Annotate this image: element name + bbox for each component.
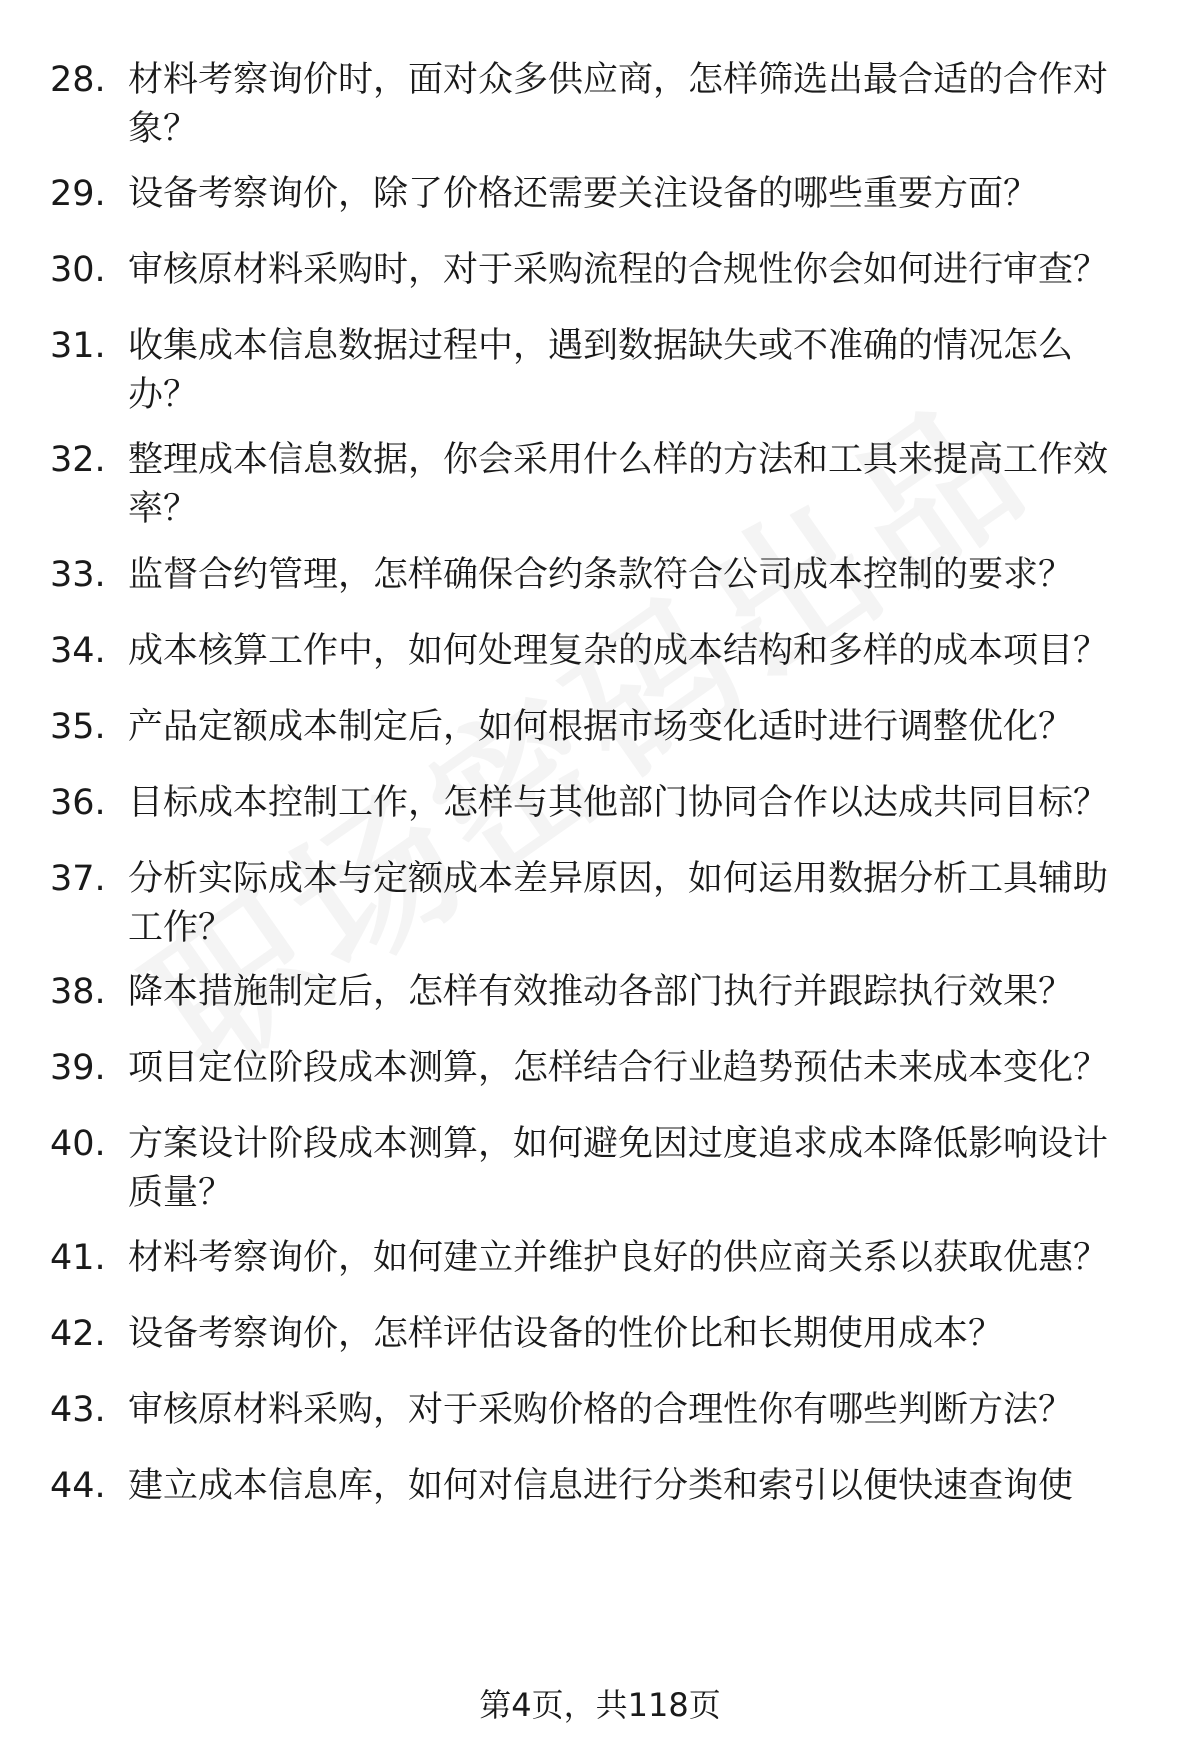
question-number: 43.	[50, 1390, 106, 1430]
question-item	[50, 1234, 1160, 1283]
question-text: 监督合约管理，怎样确保合约条款符合公司成本控制的要求？	[128, 555, 1074, 595]
question-text: 建立成本信息库，如何对信息进行分类和索引以便快速查询使	[128, 1466, 1074, 1506]
question-text: 成本核算工作中，如何处理复杂的成本结构和多样的成本项目？	[128, 631, 1109, 671]
question-text: 审核原材料采购时，对于采购流程的合规性你会如何进行审查？	[128, 250, 1109, 290]
page-footer: 第4页，共118页	[479, 1686, 721, 1724]
question-number: 28.	[50, 60, 106, 100]
question-number: 32.	[50, 440, 106, 480]
question-item	[50, 968, 1160, 1017]
question-item	[50, 1386, 1160, 1435]
question-item	[50, 779, 1160, 828]
question-item	[50, 436, 1160, 534]
question-text: 降本措施制定后，怎样有效推动各部门执行并跟踪执行效果？	[128, 972, 1074, 1012]
question-text: 材料考察询价，如何建立并维护良好的供应商关系以获取优惠？	[128, 1238, 1109, 1278]
question-text: 材料考察询价时，面对众多供应商，怎样筛选出最合适的合作对 象？	[128, 60, 1109, 149]
question-number: 35.	[50, 707, 106, 747]
question-text: 方案设计阶段成本测算，如何避免因过度追求成本降低影响设计 质量？	[128, 1124, 1109, 1213]
question-text: 收集成本信息数据过程中，遇到数据缺失或不准确的情况怎么 办？	[128, 326, 1074, 415]
question-item	[50, 703, 1160, 752]
question-number: 42.	[50, 1314, 106, 1354]
question-number: 37.	[50, 859, 106, 899]
question-item	[50, 855, 1160, 953]
question-text: 整理成本信息数据，你会采用什么样的方法和工具来提高工作效 率？	[128, 440, 1109, 529]
question-item	[50, 627, 1160, 676]
question-item	[50, 1044, 1160, 1093]
question-number: 36.	[50, 783, 106, 823]
question-number: 34.	[50, 631, 106, 671]
question-text: 目标成本控制工作，怎样与其他部门协同合作以达成共同目标？	[128, 783, 1109, 823]
question-text: 分析实际成本与定额成本差异原因，如何运用数据分析工具辅助 工作？	[128, 859, 1109, 948]
question-text: 产品定额成本制定后，如何根据市场变化适时进行调整优化？	[128, 707, 1074, 747]
question-text: 项目定位阶段成本测算，怎样结合行业趋势预估未来成本变化？	[128, 1048, 1109, 1088]
question-text: 审核原材料采购，对于采购价格的合理性你有哪些判断方法？	[128, 1390, 1074, 1430]
question-item	[50, 322, 1160, 420]
question-number: 39.	[50, 1048, 106, 1088]
question-number: 38.	[50, 972, 106, 1012]
question-item	[50, 170, 1160, 219]
question-text: 设备考察询价，除了价格还需要关注设备的哪些重要方面？	[128, 174, 1039, 214]
question-item	[50, 1310, 1160, 1359]
question-text: 设备考察询价，怎样评估设备的性价比和长期使用成本？	[128, 1314, 1004, 1354]
question-number: 31.	[50, 326, 106, 366]
question-number: 30.	[50, 250, 106, 290]
question-number: 40.	[50, 1124, 106, 1164]
question-item	[50, 1462, 1160, 1511]
question-number: 41.	[50, 1238, 106, 1278]
question-number: 33.	[50, 555, 106, 595]
question-item	[50, 1120, 1160, 1218]
question-item	[50, 551, 1160, 600]
question-item	[50, 56, 1160, 154]
question-item	[50, 246, 1160, 295]
question-number: 44.	[50, 1466, 106, 1506]
question-number: 29.	[50, 174, 106, 214]
